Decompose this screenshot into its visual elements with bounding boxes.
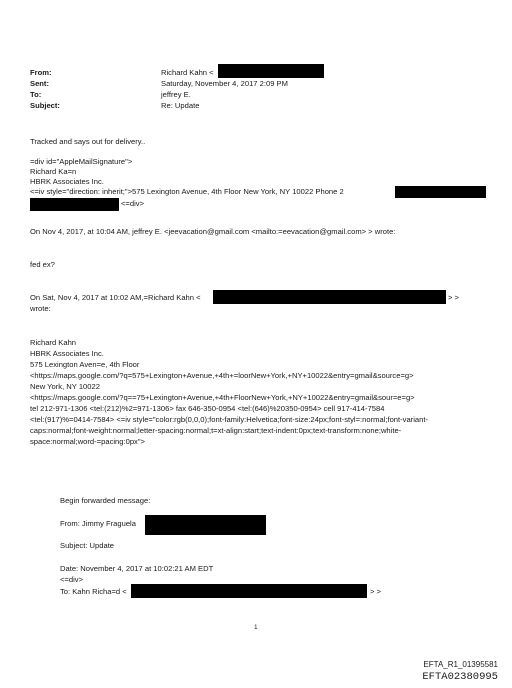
from-label: From: [30,68,52,77]
sent-value: Saturday, November 4, 2017 2:09 PM [161,79,288,88]
redaction-box [30,198,119,211]
signature-line: Richard Kahn [30,338,77,347]
body-line: =div id="AppleMailSignature"> [30,157,133,166]
signature-line: 575 Lexington Aven=e, 4th Floor [30,360,140,369]
body-line: fed ex? [30,260,55,269]
body-line: <=div> [60,575,84,584]
signature-line: space:normal;word-=pacing:0px"> [30,437,145,446]
quoted-header: On Sat, Nov 4, 2017 at 10:02 AM,=Richard Kahn < [30,293,201,302]
forwarded-subject: Subject: Update [60,541,115,550]
body-line: wrote: [30,304,51,313]
subject-value: Re: Update [161,101,200,110]
redaction-box [395,186,486,198]
redaction-box [145,515,266,535]
redaction-box [213,290,446,304]
body-line: <=iv style="direction: inherit;">575 Lexington Avenue, 4th Floor New York, NY 10022 Phone 2 [30,187,344,196]
body-line: > > [370,587,381,596]
page-number: 1 [254,624,258,631]
body-line: HBRK Associates Inc. [30,177,104,186]
redaction-box [131,584,367,598]
body-line: Richard Ka=n [30,167,77,176]
signature-line: <tel:(917)%=0414-7584> <=iv style="color:rgb(0,0,0);font-family:Helvetica;font-size:24px;font-styl=:normal;font-variant- [30,415,428,424]
document-reference: EFTA_R1_01395581 [423,660,498,669]
quoted-header: On Nov 4, 2017, at 10:04 AM, jeffrey E. <jeevacation@gmail.com <mailto:=eevacation@gmail.com> > wrote: [30,227,396,236]
redaction-box [218,64,324,78]
document-reference: EFTA02380995 [422,671,498,683]
sent-label: Sent: [30,79,49,88]
body-line: Tracked and says out for delivery.. [30,137,146,146]
forwarded-date: Date: November 4, 2017 at 10:02:21 AM EDT [60,564,214,573]
signature-line: <https://maps.google.com/?q==75+Lexington+Avenue,+4th+FloorNew+York,+NY+10022&entry=gmail&sour=e=g> [30,393,415,402]
signature-line: tel 212-971-1306 <tel:(212)%2=971-1306> fax 646-350-0954 <tel:(646)%20350-0954> cell 917-414-7584 [30,404,385,413]
forwarded-to: To: Kahn Richa=d < [60,587,127,596]
to-label: To: [30,90,42,99]
forwarded-heading: Begin forwarded message: [60,496,151,505]
signature-line: caps:normal;font-weight:normal;letter-spacing:normal;t=xt-align:start;text-indent:0px;text-transform:none;white- [30,426,402,435]
subject-label: Subject: [30,101,60,110]
body-line: <=div> [121,199,145,208]
forwarded-from: From: Jimmy Fraguela [60,519,136,528]
signature-line: <https://maps.google.com/?q=575+Lexington+Avenue,+4th+=loorNew+York,+NY+10022&entry=gmail&source=g> [30,371,414,380]
signature-line: HBRK Associates Inc. [30,349,104,358]
body-line: > > [448,293,459,302]
to-value: jeffrey E. [161,90,191,99]
from-value: Richard Kahn < [161,68,214,77]
signature-line: New York, NY 10022 [30,382,100,391]
